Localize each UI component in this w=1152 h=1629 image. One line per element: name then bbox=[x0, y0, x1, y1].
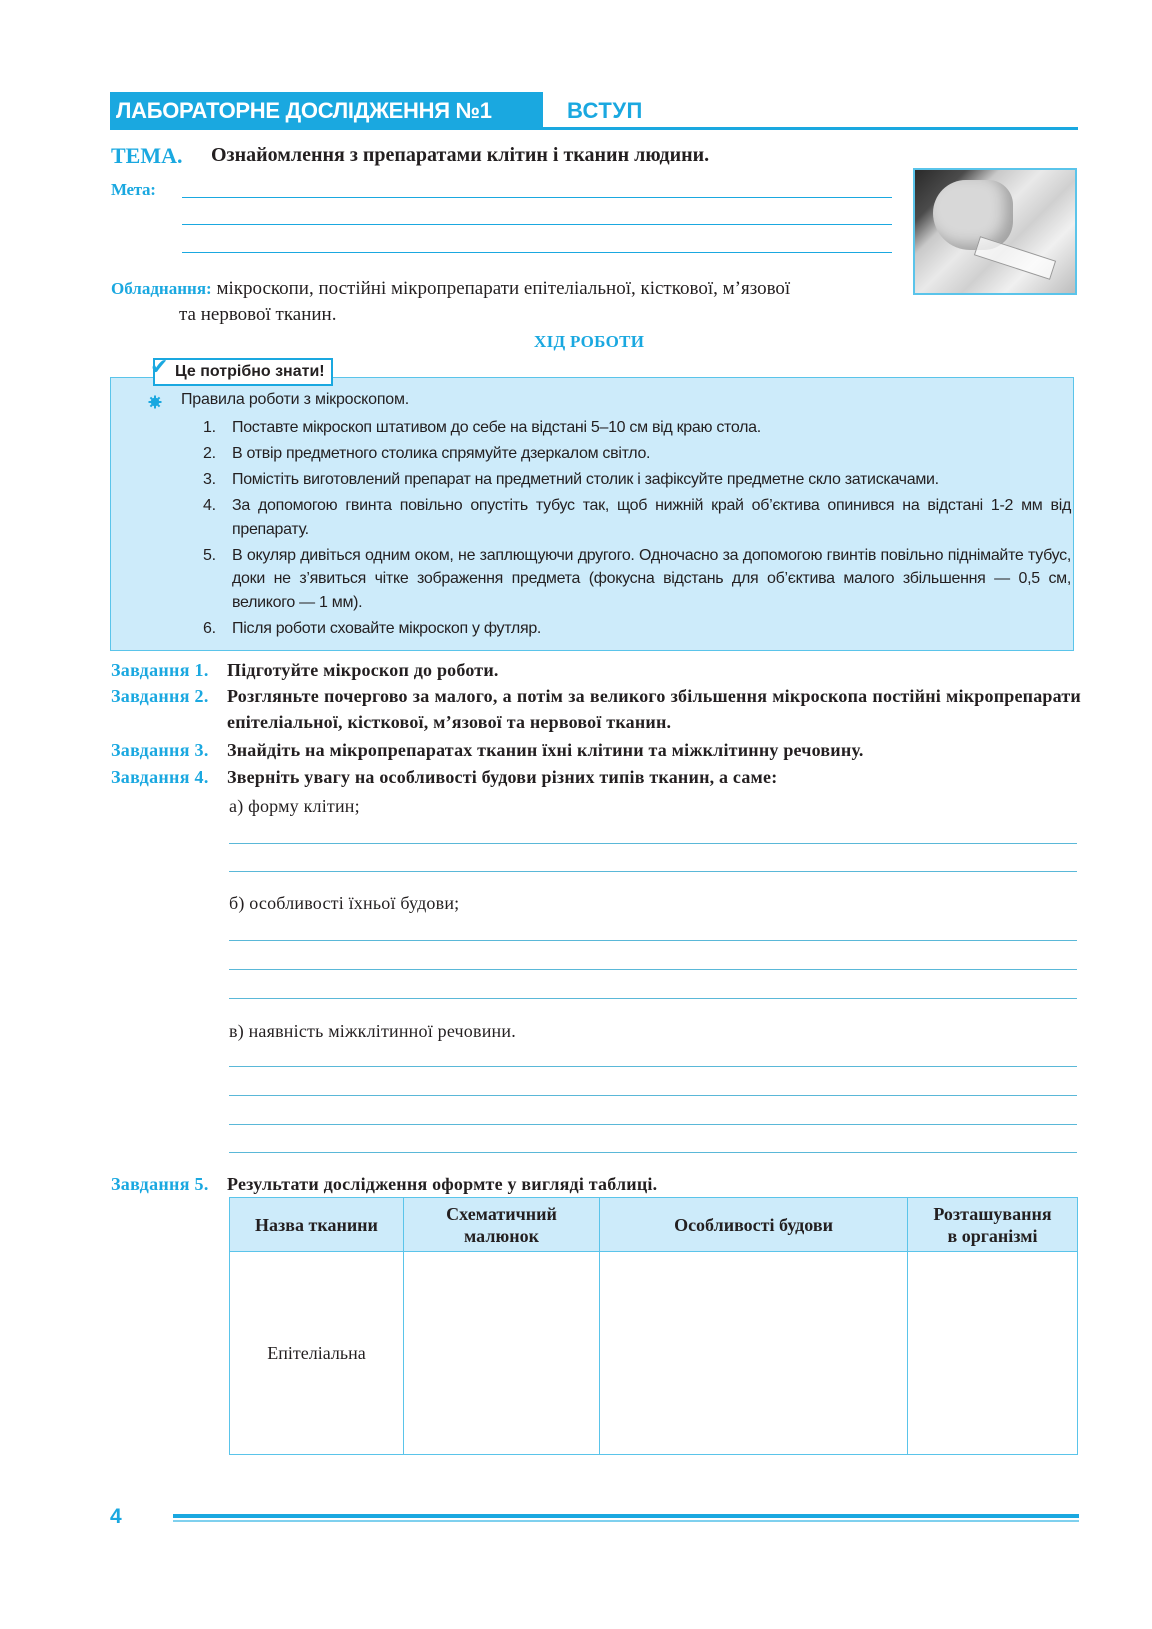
task-label: Завдання 4. bbox=[111, 767, 209, 787]
cell-location[interactable] bbox=[908, 1252, 1078, 1455]
asterisk-bullet-icon bbox=[148, 395, 162, 409]
rule-item bbox=[203, 442, 1071, 466]
rule-item bbox=[203, 544, 1071, 615]
column-header-schematic-drawing bbox=[404, 1198, 600, 1252]
answer-line-a-1[interactable] bbox=[229, 843, 1077, 844]
task-label: Завдання 1. bbox=[111, 660, 209, 680]
lab-title: ЛАБОРАТОРНЕ ДОСЛІДЖЕННЯ №1 bbox=[116, 98, 492, 123]
task-text: Зверніть увагу на особливості будови різних типів тканин, а саме: bbox=[227, 767, 778, 787]
task-label: Завдання 3. bbox=[111, 740, 209, 760]
header-text-line2: в організмі bbox=[947, 1225, 1038, 1246]
table-header-row bbox=[230, 1198, 1078, 1252]
answer-line-a-2[interactable] bbox=[229, 871, 1077, 872]
column-header-location bbox=[908, 1198, 1078, 1252]
table-row bbox=[230, 1252, 1078, 1455]
results-table bbox=[229, 1197, 1078, 1455]
topic-text: Ознайомлення з препаратами клітин і тканин людини. bbox=[211, 144, 710, 166]
hand-image bbox=[933, 180, 1013, 250]
rule-number: 3. bbox=[203, 471, 216, 488]
answer-line-c-2[interactable] bbox=[229, 1095, 1077, 1096]
task-2 bbox=[111, 683, 1081, 735]
column-header-structure-features bbox=[600, 1198, 908, 1252]
task-label: Завдання 5. bbox=[111, 1174, 209, 1194]
answer-line-c-1[interactable] bbox=[229, 1066, 1077, 1067]
rule-number: 1. bbox=[203, 419, 216, 436]
rule-text: Після роботи сховайте мікроскоп у футляр. bbox=[232, 619, 542, 637]
microscope-slide-photo bbox=[913, 168, 1077, 295]
goal-answer-line-1[interactable] bbox=[182, 197, 892, 198]
task4-item-c-label: в) наявність міжклітинної речовини. bbox=[229, 1021, 516, 1041]
rule-number: 4. bbox=[203, 497, 216, 514]
rule-item bbox=[203, 617, 1071, 641]
header-text-line1: Розташування bbox=[933, 1203, 1052, 1224]
equipment-paragraph bbox=[111, 276, 901, 328]
cell-structure-features[interactable] bbox=[600, 1252, 908, 1455]
footer-rule bbox=[173, 1514, 1079, 1518]
header-text: Назва тканини bbox=[255, 1214, 378, 1235]
task4-item-a-label: а) форму клітин; bbox=[229, 796, 360, 816]
task-3 bbox=[111, 737, 1081, 763]
rule-item bbox=[203, 468, 1071, 492]
rule-item bbox=[203, 416, 1071, 440]
page-number: 4 bbox=[110, 1505, 122, 1528]
answer-line-c-4[interactable] bbox=[229, 1152, 1077, 1153]
task-text: Підготуйте мікроскоп до роботи. bbox=[227, 660, 499, 680]
rule-number: 5. bbox=[203, 546, 216, 564]
task-5 bbox=[111, 1171, 1081, 1197]
answer-line-b-1[interactable] bbox=[229, 940, 1077, 941]
cell-tissue-name: Епітеліальна bbox=[230, 1252, 404, 1455]
task-1 bbox=[111, 657, 1081, 683]
header-rule bbox=[543, 127, 1078, 130]
equipment-label: Обладнання: bbox=[111, 279, 212, 298]
section-label: ВСТУП bbox=[567, 98, 643, 123]
task-text: Результати дослідження оформте у вигляді таблиці. bbox=[227, 1174, 658, 1194]
rule-text: В окуляр дивіться одним оком, не заплющуючи другого. Одночасно за допомогою гвинтів повільно піднімайте тубус, доки не з’явиться чітке зображення предмета (фокусна відстань для об’єктива малого збільшення — 0,5 см, великого — 1 мм). bbox=[232, 546, 1071, 611]
rule-text: За допомогою гвинта повільно опустіть тубус так, щоб нижній край об’єктива опинився на відстані 1-2 мм від препарату. bbox=[232, 497, 1071, 538]
rule-number: 2. bbox=[203, 445, 216, 462]
goal-label: Мета: bbox=[111, 180, 156, 199]
header-text-line2: малюнок bbox=[464, 1225, 539, 1246]
checkmark-icon: ✔ bbox=[150, 355, 169, 380]
cell-schematic-drawing[interactable] bbox=[404, 1252, 600, 1455]
task4-item-b-label: б) особливості їхньої будови; bbox=[229, 893, 460, 913]
rule-text: Поставте мікроскоп штативом до себе на відстані 5–10 см від краю стола. bbox=[232, 419, 761, 436]
answer-line-c-3[interactable] bbox=[229, 1124, 1077, 1125]
microscope-rules-title: Правила роботи з мікроскопом. bbox=[181, 391, 410, 408]
microscope-rules-list bbox=[203, 416, 1071, 643]
answer-line-b-2[interactable] bbox=[229, 969, 1077, 970]
goal-answer-line-3[interactable] bbox=[182, 252, 892, 253]
column-header-tissue-name bbox=[230, 1198, 404, 1252]
equipment-text-line2: та нервової тканин. bbox=[179, 304, 337, 325]
task-text: Розгляньте почергово за малого, а потім за великого збільшення мікроскопа постійні мікропрепарати епітеліальної, кісткової, м’язової та нервової тканин. bbox=[227, 686, 1081, 732]
procedure-heading: ХІД РОБОТИ bbox=[534, 332, 645, 351]
task-text: Знайдіть на мікропрепаратах тканин їхні клітини та міжклітинну речовину. bbox=[227, 740, 864, 760]
glass-slide-image bbox=[974, 236, 1056, 280]
answer-line-b-3[interactable] bbox=[229, 998, 1077, 999]
rule-number: 6. bbox=[203, 619, 216, 637]
goal-answer-line-2[interactable] bbox=[182, 224, 892, 225]
info-box-tab: Це потрібно знати! bbox=[153, 358, 333, 386]
header-text-line1: Схематичний bbox=[446, 1203, 557, 1224]
task-label: Завдання 2. bbox=[111, 686, 209, 706]
header-text: Особливості будови bbox=[674, 1214, 833, 1235]
rule-text: В отвір предметного столика спрямуйте дзеркалом світло. bbox=[232, 445, 651, 462]
footer-rule-thin bbox=[173, 1520, 1079, 1522]
topic-label: ТЕМА. bbox=[111, 143, 183, 168]
rule-item bbox=[203, 494, 1071, 541]
task-4 bbox=[111, 764, 1081, 790]
rule-text: Помістіть виготовлений препарат на предметний столик і зафіксуйте предметне скло затискачами. bbox=[232, 471, 939, 488]
equipment-text-line1: мікроскопи, постійні мікропрепарати епітеліальної, кісткової, м’язової bbox=[211, 278, 791, 299]
